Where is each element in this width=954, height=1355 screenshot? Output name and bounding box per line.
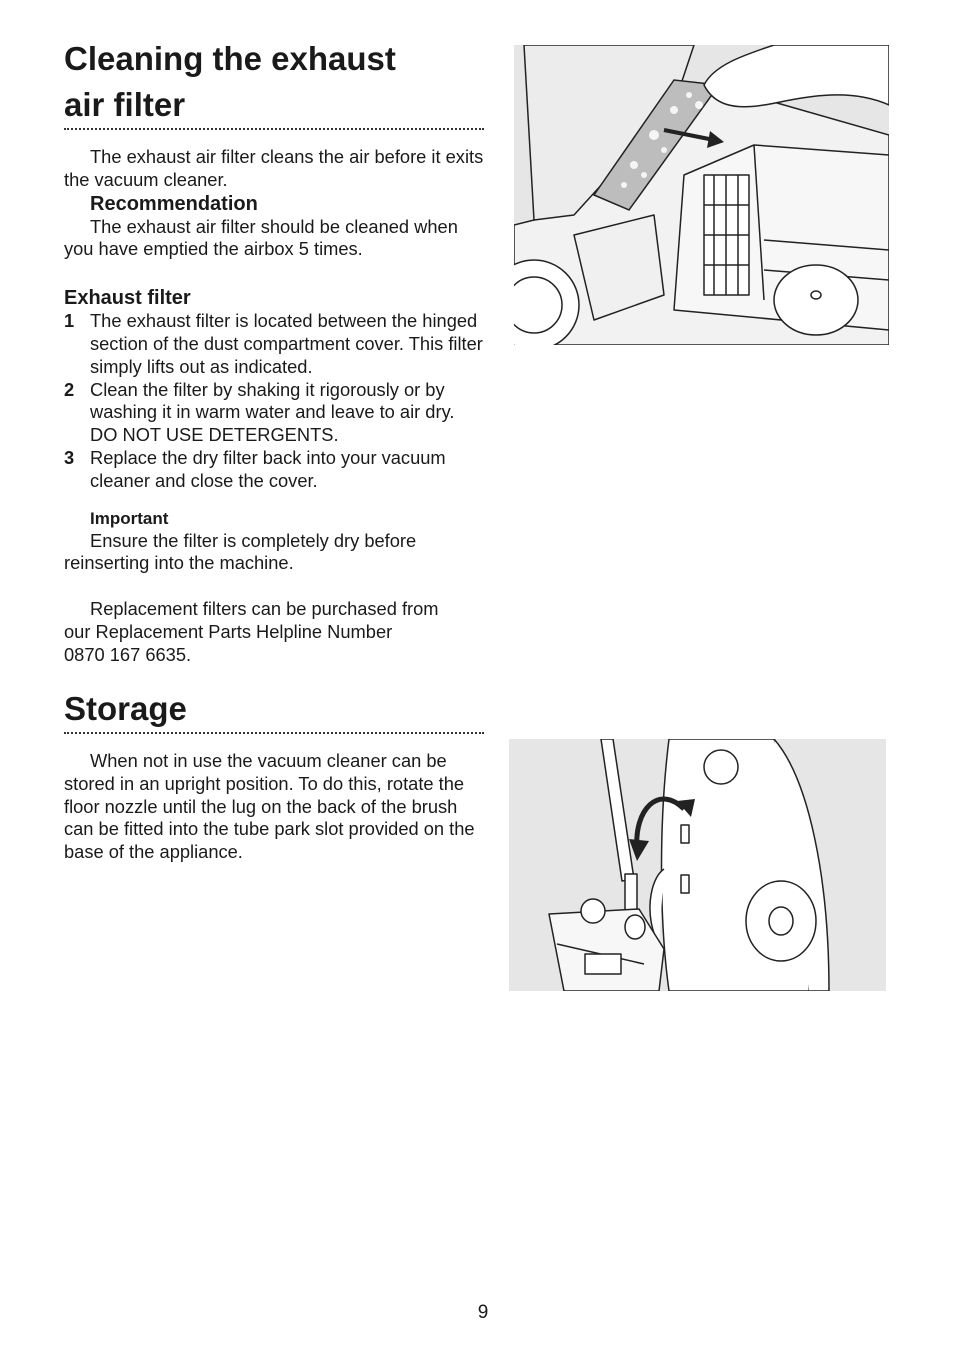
exhaust-filter-drawing xyxy=(514,45,889,345)
recommendation-paragraph: The exhaust air filter should be cleaned when you have emptied the airbox 5 times. xyxy=(64,215,458,260)
replacement-line: Replacement filters can be purchased from xyxy=(90,598,439,620)
steps-list xyxy=(64,310,484,492)
important-paragraph: Ensure the filter is completely dry before reinserting into the machine. xyxy=(64,529,417,574)
replacement-line: our Replacement Parts Helpline Number xyxy=(64,620,393,642)
dotted-divider xyxy=(64,732,484,734)
storage-paragraph: When not in use the vacuum cleaner can be stored in an upright position. To do this, rotate the floor nozzle until the lug on the back of the brush can be fitted into the tube park slot provided on the base of the appliance. xyxy=(64,750,475,863)
list-item xyxy=(64,310,484,378)
step-number: 3 xyxy=(64,446,75,468)
section-storage xyxy=(64,686,484,732)
storage-illustration xyxy=(509,739,886,991)
storage-drawing xyxy=(509,739,886,991)
step-number: 2 xyxy=(64,378,75,400)
replacement-phone: 0870 167 6635. xyxy=(64,643,192,665)
important-heading: Important xyxy=(90,508,169,528)
recommendation-heading: Recommendation xyxy=(90,192,258,215)
title-line-2: air filter xyxy=(64,86,186,123)
step-text: Clean the filter by shaking it rigorously or by washing it in warm water and leave to air dry. DO NOT USE DETERGENTS. xyxy=(90,378,455,446)
list-item xyxy=(64,379,484,447)
step-number: 1 xyxy=(64,310,75,332)
exhaust-body xyxy=(64,146,484,667)
section-exhaust-filter xyxy=(64,36,484,128)
step-text: Replace the dry filter back into your vacuum cleaner and close the cover. xyxy=(90,446,446,491)
replacement-paragraph xyxy=(64,598,484,666)
title-line-1: Cleaning the exhaust xyxy=(64,40,396,77)
page-number: 9 xyxy=(477,1302,489,1323)
section-title-exhaust xyxy=(64,36,484,128)
storage-body xyxy=(64,750,484,864)
step-text: The exhaust filter is located between the hinged section of the dust compartment cover. This filter simply lifts out as indicated. xyxy=(90,310,483,377)
intro-paragraph: The exhaust air filter cleans the air before it exits the vacuum cleaner. xyxy=(64,146,484,190)
exhaust-filter-illustration xyxy=(514,45,889,345)
exhaust-filter-heading: Exhaust filter xyxy=(64,287,191,310)
section-title-storage: Storage xyxy=(64,690,187,727)
dotted-divider xyxy=(64,128,484,130)
list-item xyxy=(64,447,484,493)
